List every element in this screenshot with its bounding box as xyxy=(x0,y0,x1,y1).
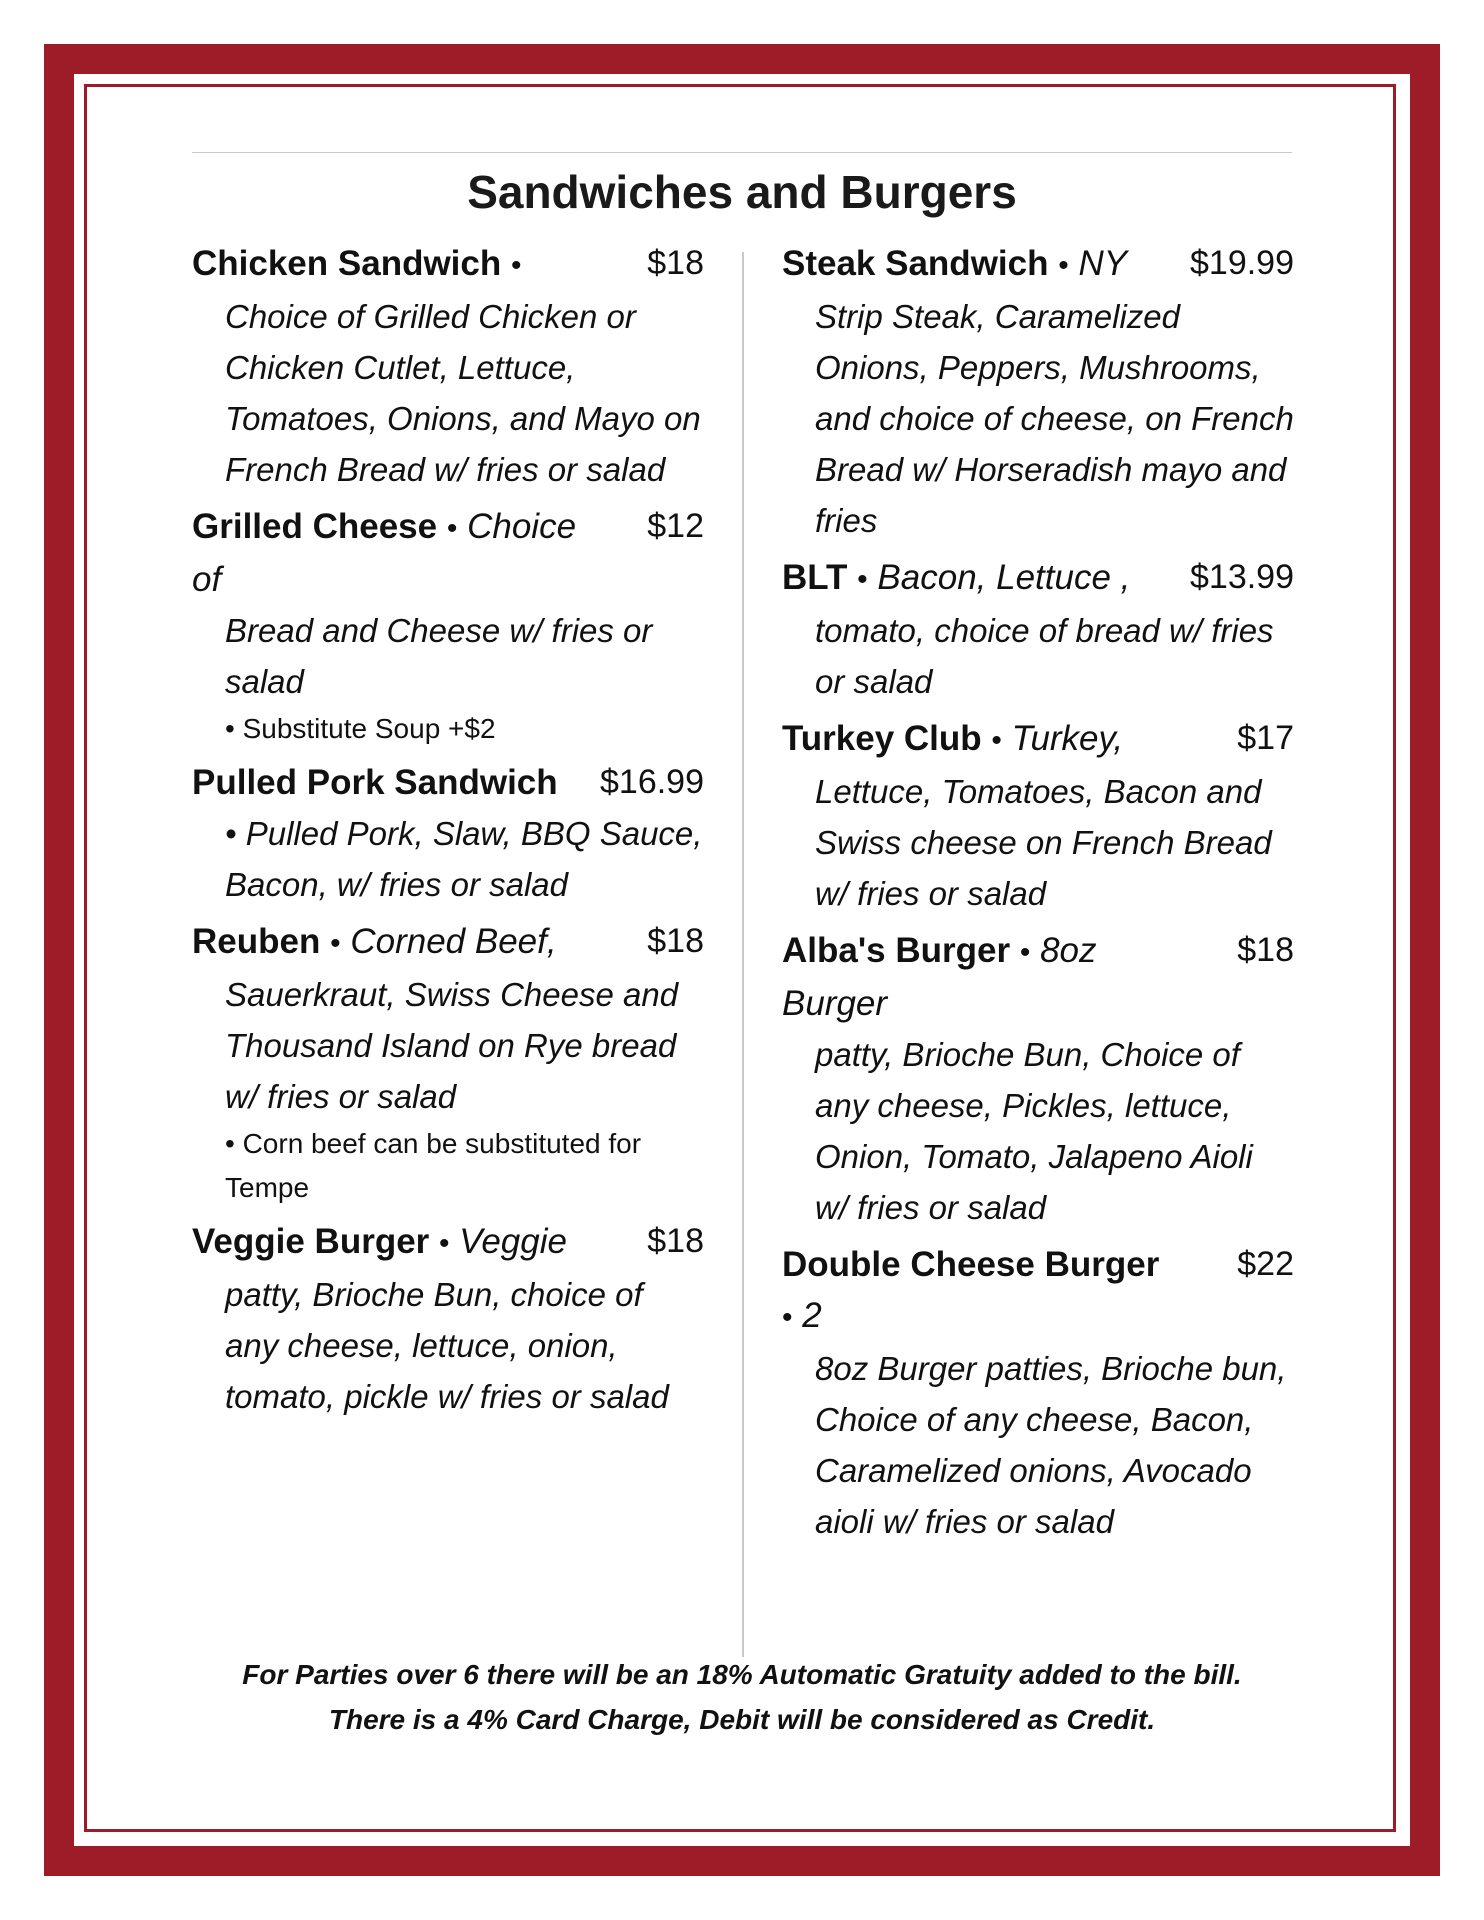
menu-column-left xyxy=(192,238,704,1428)
item-price: $17 xyxy=(1237,719,1294,757)
item-bullet: • xyxy=(857,563,868,596)
item-price: $16.99 xyxy=(600,763,704,801)
item-description: Strip Steak, Caramelized Onions, Peppers, Mushrooms, and choice of cheese, on French Bread w/ Horseradish mayo and fries xyxy=(815,298,1294,539)
menu-item-veggie-burger xyxy=(192,1216,704,1422)
menu-item-header xyxy=(192,501,704,605)
item-name: Reuben xyxy=(192,922,321,961)
item-description-lead: Corned Beef, xyxy=(350,922,557,961)
menu-item-turkey-club xyxy=(782,713,1294,919)
title-top-rule xyxy=(192,152,1292,153)
item-price: $22 xyxy=(1237,1245,1294,1283)
menu-item-reuben xyxy=(192,916,704,1210)
item-bullet: • xyxy=(1019,936,1031,969)
item-description-lead: 8oz Burger xyxy=(782,931,1097,1023)
menu-item-steak-sandwich xyxy=(782,238,1294,546)
item-description-lead: Choice of xyxy=(192,507,577,599)
item-description: Choice of Grilled Chicken or Chicken Cutlet, Lettuce, Tomatoes, Onions, and Mayo on French Bread w/ fries or salad xyxy=(225,298,701,488)
item-description: Lettuce, Tomatoes, Bacon and Swiss cheese on French Bread w/ fries or salad xyxy=(815,773,1272,912)
item-name: Turkey Club xyxy=(782,719,982,758)
footer-card-charge-note: There is a 4% Card Charge, Debit will be considered as Credit. xyxy=(328,1704,1156,1735)
menu-item-double-cheese-burger xyxy=(782,1239,1294,1547)
menu-column-right xyxy=(782,238,1294,1553)
item-name: Veggie Burger xyxy=(192,1222,430,1261)
item-bullet: • xyxy=(330,927,341,960)
item-price: $19.99 xyxy=(1190,244,1294,282)
item-description: • Pulled Pork, Slaw, BBQ Sauce, Bacon, w/ fries or salad xyxy=(225,815,703,903)
item-description: Sauerkraut, Swiss Cheese and Thousand Island on Rye bread w/ fries or salad xyxy=(225,976,679,1115)
item-price: $18 xyxy=(1237,931,1294,969)
item-name: Steak Sandwich xyxy=(782,244,1049,283)
menu-item-header xyxy=(782,552,1294,605)
item-name: Grilled Cheese xyxy=(192,507,438,546)
menu-footer xyxy=(192,1652,1292,1742)
item-description: Bread and Cheese w/ fries or salad xyxy=(225,612,653,700)
item-note: • Substitute Soup +$2 xyxy=(225,713,496,744)
item-description: tomato, choice of bread w/ fries or salad xyxy=(815,612,1274,700)
menu-item-header xyxy=(192,1216,704,1269)
item-price: $18 xyxy=(647,1222,704,1260)
item-name: BLT xyxy=(782,558,848,597)
item-price: $12 xyxy=(647,507,704,545)
item-bullet: • xyxy=(446,512,458,545)
menu-item-header xyxy=(192,238,704,291)
item-price: $18 xyxy=(647,922,704,960)
item-bullet: • xyxy=(439,1227,450,1260)
item-description: patty, Brioche Bun, Choice of any cheese, Pickles, lettuce, Onion, Tomato, Jalapeno Aioli w/ fries or salad xyxy=(815,1036,1253,1226)
menu-item-albas-burger xyxy=(782,925,1294,1233)
menu-item-grilled-cheese xyxy=(192,501,704,751)
menu-item-header xyxy=(782,925,1294,1029)
item-price: $13.99 xyxy=(1190,558,1294,596)
menu-item-header xyxy=(782,713,1294,766)
item-note: • Corn beef can be substituted for Tempe xyxy=(225,1128,642,1203)
menu-item-blt xyxy=(782,552,1294,707)
menu-item-header xyxy=(782,1239,1294,1343)
item-name: Alba's Burger xyxy=(782,931,1011,970)
menu-item-header xyxy=(782,238,1294,291)
item-description: patty, Brioche Bun, choice of any cheese, lettuce, onion, tomato, pickle w/ fries or salad xyxy=(225,1276,669,1415)
item-bullet: • xyxy=(1058,249,1069,282)
menu-item-header xyxy=(192,757,704,808)
menu-item-pulled-pork-sandwich xyxy=(192,757,704,910)
item-description-lead: NY xyxy=(1078,244,1128,283)
item-name: Chicken Sandwich xyxy=(192,244,502,283)
item-description-lead: Turkey, xyxy=(1011,719,1124,758)
item-name: Pulled Pork Sandwich xyxy=(192,763,558,802)
item-bullet: • xyxy=(782,1301,793,1334)
footer-gratuity-note: For Parties over 6 there will be an 18% Automatic Gratuity added to the bill. xyxy=(242,1659,1242,1690)
menu-title: Sandwiches and Burgers xyxy=(467,166,1017,218)
item-description-lead: 2 xyxy=(802,1296,822,1335)
column-divider xyxy=(742,252,744,1657)
item-description-lead: Veggie xyxy=(459,1222,567,1261)
item-description-lead: Bacon, Lettuce , xyxy=(877,558,1131,597)
item-bullet: • xyxy=(991,724,1002,757)
menu-item-header xyxy=(192,916,704,969)
item-bullet: • xyxy=(510,249,522,282)
menu-item-chicken-sandwich xyxy=(192,238,704,495)
item-price: $18 xyxy=(647,244,704,282)
item-name: Double Cheese Burger xyxy=(782,1245,1160,1284)
item-description: 8oz Burger patties, Brioche bun, Choice of any cheese, Bacon, Caramelized onions, Avocado aioli w/ fries or salad xyxy=(815,1350,1287,1540)
